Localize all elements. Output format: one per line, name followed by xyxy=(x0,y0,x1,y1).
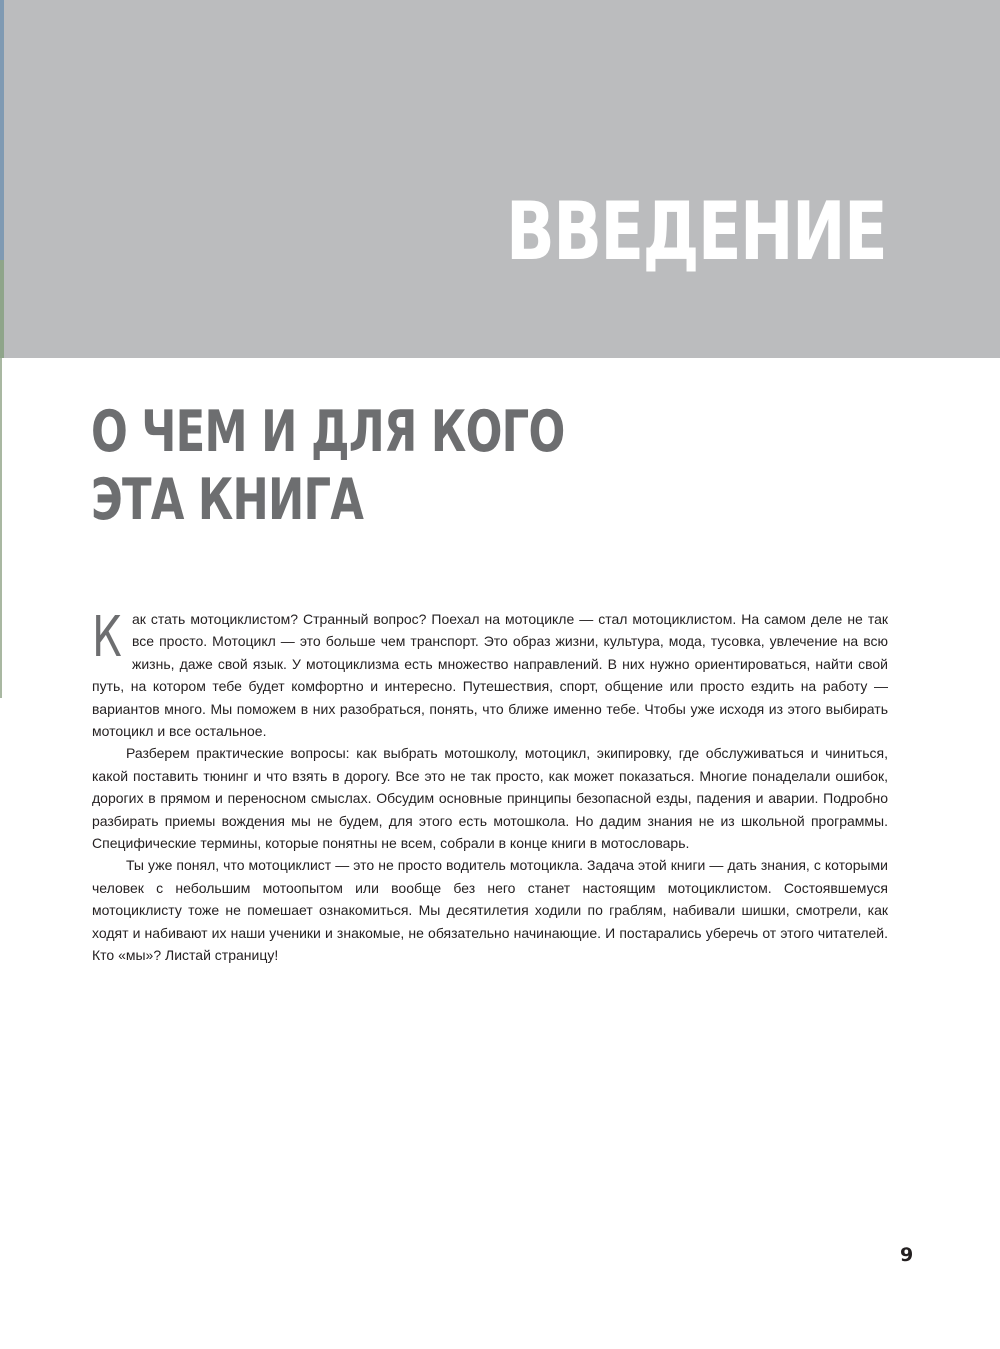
paragraph xyxy=(92,605,888,742)
page-number: 9 xyxy=(900,1244,914,1266)
page-edge-strip xyxy=(0,358,2,698)
chapter-title-line: ЭТА КНИГА xyxy=(91,467,364,533)
section-title: ВВЕДЕНИЕ xyxy=(505,185,886,278)
page-edge-strip xyxy=(0,0,4,260)
drop-cap: К xyxy=(92,605,122,670)
paragraph-text: ак стать мотоциклистом? Странный вопрос? Поехал на мотоцикле — стал мотоциклистом. На самом деле не так все просто. Мотоцикл — это больше чем транспорт. Это образ жизни, культура, мода, тусовка, увлечение на всю жизнь, даже свой язык. У мотоциклизма есть множество направлений. В них нужно ориентироваться, найти свой путь, на котором тебе будет комфортно и интересно. Путешествия, спорт, общение или просто ездить на работу — вариантов много. Мы поможем в них разобраться, понять, что ближе именно тебе. Чтобы уже исходя из этого выбирать мотоцикл и все остальное. xyxy=(92,611,888,740)
chapter-title xyxy=(91,398,565,534)
chapter-title-line: О ЧЕМ И ДЛЯ КОГО xyxy=(91,399,565,465)
paragraph: Ты уже понял, что мотоциклист — это не просто водитель мотоцикла. Задача этой книги — дать знания, с которыми человек с небольшим мотоопытом или вообще без него станет настоящим мотоциклистом. Состоявшемуся мотоциклисту тоже не помешает ознакомиться. Мы десятилетия ходили по граблям, набивали шишки, смотрели, как ходят и набивают их наши ученики и знакомые, не обязательно начинающие. И постарались уберечь от этого читателей. Кто «мы»? Листай страницу! xyxy=(92,857,888,964)
paragraph: Разберем практические вопросы: как выбрать мотошколу, мотоцикл, экипировку, где обслуживаться и чиниться, какой поставить тюнинг и что взять в дорогу. Все это не так просто, как может показаться. Многие понаделали ошибок, дорогих в прямом и переносном смыслах. Обсудим основные принципы безопасной езды, падения и аварии. Подробно разбирать приемы вождения мы не будем, для этого есть мотошкола. Но дадим знания не из школьной программы. Специфические термины, которые понятны не всем, собрали в конце книги в мотословарь. xyxy=(92,745,888,852)
header-band xyxy=(0,0,1000,358)
body-text xyxy=(92,605,888,967)
page-edge-strip xyxy=(0,260,4,358)
